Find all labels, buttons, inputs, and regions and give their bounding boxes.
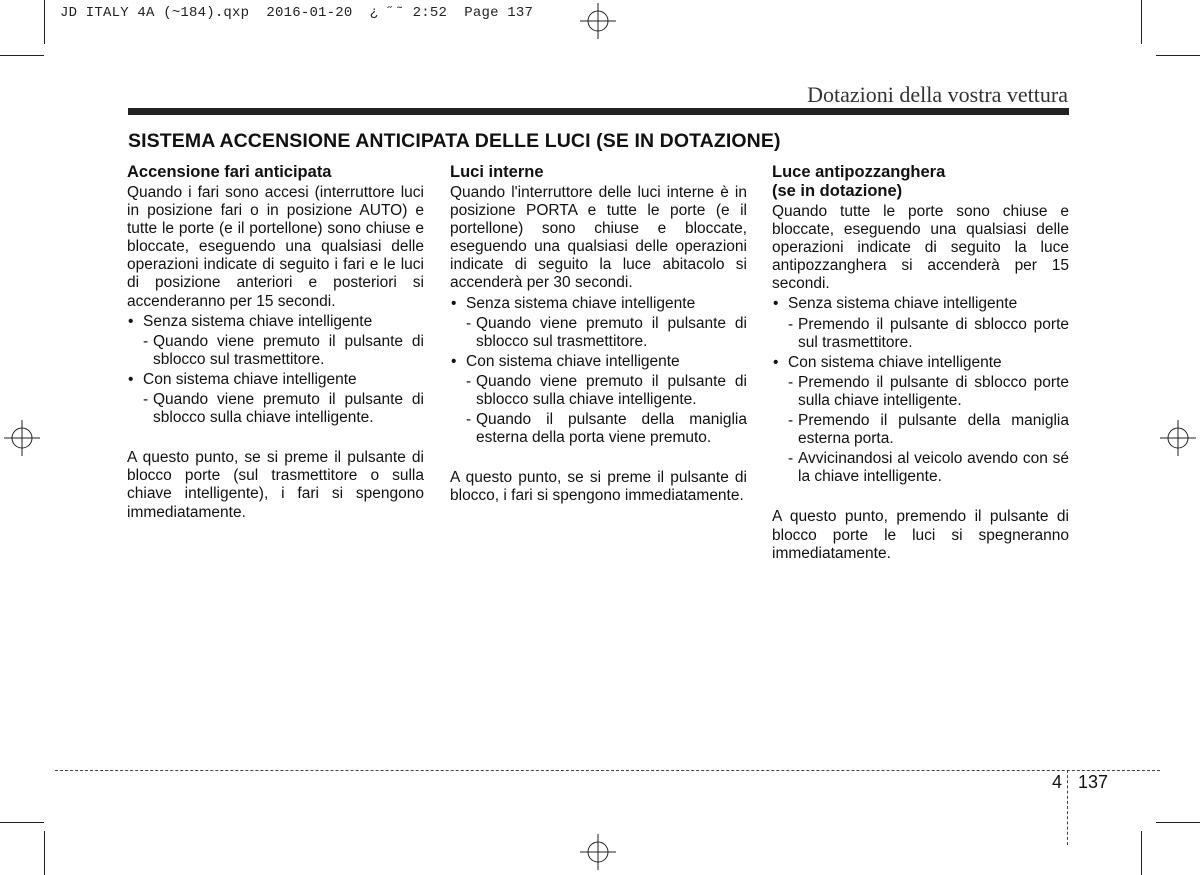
crop-mark-bottom-right-vertical [1141,831,1142,875]
sub-list-item: - Avvicinandosi al veicolo avendo con sé la chiave intelligente. [772,450,1069,486]
sub-list-item: - Quando viene premuto il pulsante di sblocco sulla chiave intelligente. [450,373,747,409]
column-interior-lights [450,163,747,506]
crop-mark-top-right-vertical [1141,0,1142,44]
footer-vertical-divider [1067,770,1068,845]
sub-list-item: - Quando il pulsante della maniglia esterna della porta viene premuto. [450,411,747,447]
crop-mark-bottom-left-vertical [44,831,45,875]
crop-mark-bottom-right-horizontal [1156,822,1200,823]
registration-mark-bottom-icon [580,834,616,870]
sub-list-item: - Quando viene premuto il pulsante di sblocco sul trasmettitore. [127,333,424,369]
sub-list-item: - Premendo il pulsante di sblocco porte sulla chiave intelligente. [772,374,1069,410]
outro-paragraph: A questo punto, premendo il pulsante di blocco porte le luci si spegneranno immediatamente. [772,508,1069,562]
sub-list-item: - Premendo il pulsante di sblocco porte sul trasmettitore. [772,316,1069,352]
registration-mark-right-icon [1160,420,1196,456]
bullet-list [127,313,424,428]
page-title: SISTEMA ACCENSIONE ANTICIPATA DELLE LUCI (SE IN DOTAZIONE) [128,130,781,152]
section-header: Dotazioni della vostra vettura [807,82,1068,107]
list-item: • Senza sistema chiave intelligente [127,313,424,331]
outro-paragraph: A questo punto, se si preme il pulsante di blocco, i fari si spengono immediatamente. [450,469,747,505]
sub-list-item: - Quando viene premuto il pulsante di sblocco sul trasmettitore. [450,315,747,351]
bullet-list [450,295,747,448]
intro-paragraph: Quando tutte le porte sono chiuse e bloccate, eseguendo una qualsiasi delle operazioni indicate di seguito la luce antipozzanghera si accenderà per 15 secondi. [772,203,1069,293]
header-rule [128,108,1069,115]
crop-mark-top-left-horizontal [0,55,44,56]
list-item: • Con sistema chiave intelligente [127,371,424,389]
print-slug: JD ITALY 4A (~184).qxp 2016-01-20 ¿ ˝˜ 2:52 Page 137 [60,5,534,21]
registration-mark-left-icon [4,420,40,456]
footer-dashed-rule [55,770,1160,771]
sub-list-item: - Premendo il pulsante della maniglia esterna porta. [772,412,1069,448]
page-number: 137 [1078,772,1109,792]
registration-mark-top-icon [580,3,616,39]
column-puddle-lamp [772,163,1069,563]
outro-paragraph: A questo punto, se si preme il pulsante di blocco porte (sul trasmettitore o sulla chiave intelligente), i fari si spengono immediatamente. [127,449,424,521]
bullet-list [772,295,1069,486]
list-item: • Con sistema chiave intelligente [772,354,1069,372]
column-heading: Accensione fari anticipata [127,163,332,181]
column-heading: Luce antipozzanghera [772,163,946,181]
crop-mark-top-right-horizontal [1156,55,1200,56]
crop-mark-bottom-left-horizontal [0,822,44,823]
chapter-number: 4 [1052,772,1063,792]
list-item: • Senza sistema chiave intelligente [450,295,747,313]
sub-list-item: - Quando viene premuto il pulsante di sblocco sulla chiave intelligente. [127,391,424,427]
list-item: • Con sistema chiave intelligente [450,353,747,371]
intro-paragraph: Quando l'interruttore delle luci interne è in posizione PORTA e tutte le porte (e il portellone) sono chiuse e bloccate, eseguendo una qualsiasi delle operazioni indicate di seguito la luce abitacolo si accenderà per 30 secondi. [450,184,747,292]
crop-mark-top-left-vertical [44,0,45,44]
column-headlight-delay [127,163,424,522]
list-item: • Senza sistema chiave intelligente [772,295,1069,313]
column-heading: Luci interne [450,163,544,181]
intro-paragraph: Quando i fari sono accesi (interruttore luci in posizione fari o in posizione AUTO) e tutte le porte (e il portellone) sono chiuse e bloccate, eseguendo una qualsiasi delle operazioni indicate di seguito i fari e le luci di posizione anteriori e posteriori si accenderanno per 15 secondi. [127,184,424,310]
column-subheading: (se in dotazione) [772,182,903,200]
